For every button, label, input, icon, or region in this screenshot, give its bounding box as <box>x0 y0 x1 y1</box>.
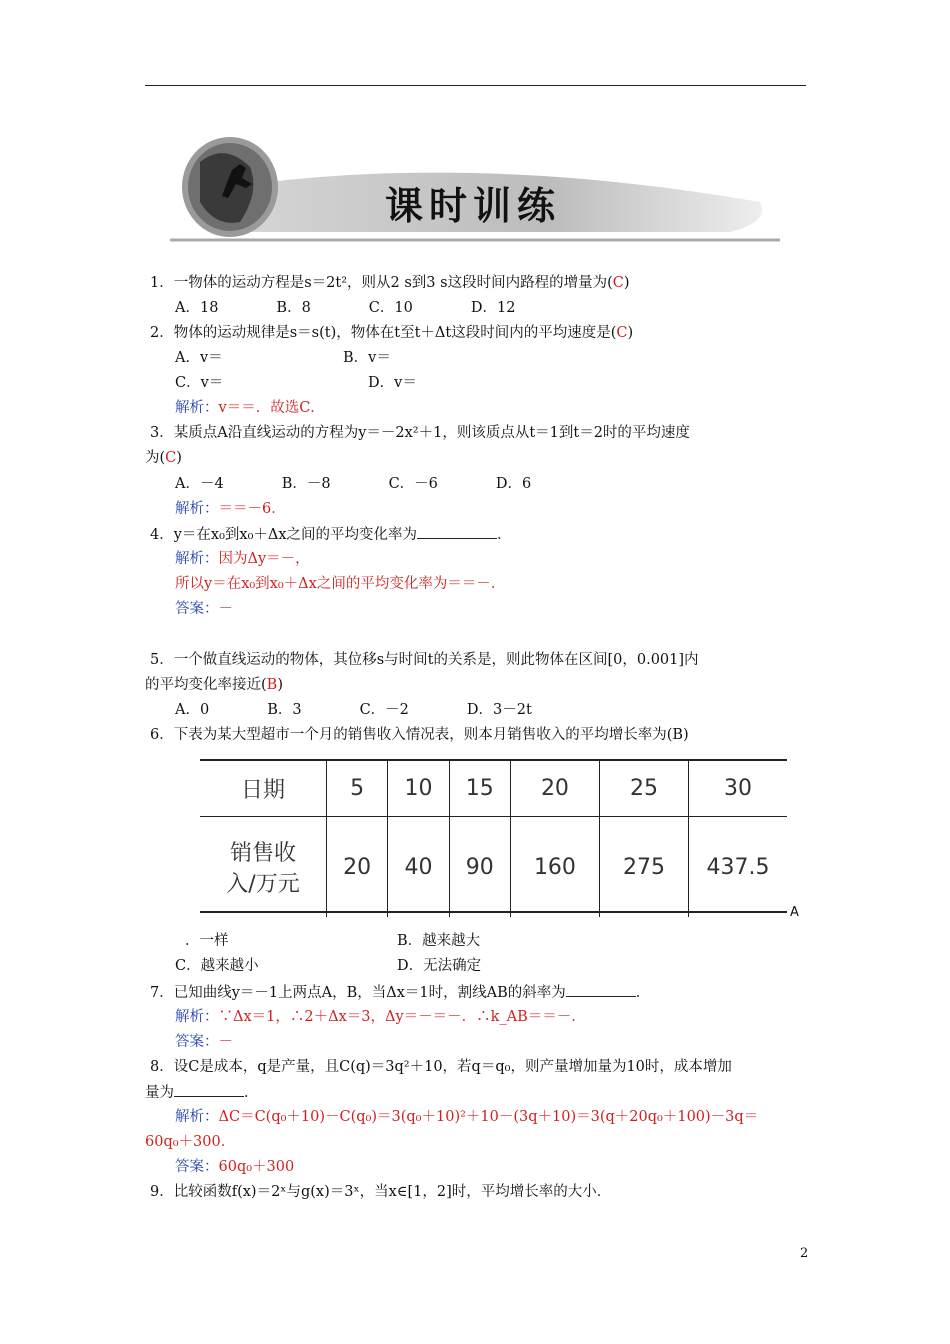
answer-blank[interactable] <box>566 982 636 997</box>
question-6-option-c: C．越来越小 <box>175 958 259 974</box>
table-day: 20 <box>510 760 599 817</box>
question-7: 7．已知曲线y＝－1上两点A，B，当Δx＝1时，割线AB的斜率为 ． <box>150 982 650 1003</box>
question-8-answer: 答案：60q₀＋300 <box>175 1159 295 1175</box>
table-value: 160 <box>510 817 599 918</box>
table-row <box>200 760 787 817</box>
question-8-line-2: 量为 ． <box>145 1082 259 1103</box>
question-8-solution-1: 解析：ΔC＝C(q₀＋10)－C(q₀)＝3(q₀＋10)²＋10－(3q＋10)＝3(q＋20q₀＋100)－3q＝ <box>175 1109 759 1125</box>
question-5-line-1: 5．一个做直线运动的物体，其位移s与时间t的关系是，则此物体在区间[0，0.001]内 <box>150 652 699 668</box>
question-7-answer: 答案：－ <box>175 1034 233 1050</box>
question-6-option-d: D．无法确定 <box>397 958 482 974</box>
question-4-solution-2: 所以y＝在x₀到x₀＋Δx之间的平均变化率为＝＝－． <box>175 576 506 592</box>
question-2-option-c: C．v＝ <box>175 375 224 391</box>
table-day: 15 <box>449 760 510 817</box>
question-3-line-1: 3．某质点A沿直线运动的方程为y＝－2x²＋1，则该质点从t＝1到t＝2时的平均速度 <box>150 425 690 441</box>
page-number: 2 <box>800 1246 809 1261</box>
header-rule <box>145 85 806 86</box>
question-5-line-2: 的平均变化率接近(B) <box>145 677 283 693</box>
question-6: 6．下表为某大型超市一个月的销售收入情况表，则本月销售收入的平均增长率为(B) <box>150 727 689 743</box>
option-a-marker: A <box>790 905 799 920</box>
banner-title: 课时训练 <box>385 183 562 228</box>
question-2-option-a: A．v＝ <box>175 350 223 366</box>
table-value: 275 <box>599 817 688 918</box>
question-4-answer: 答案：－ <box>175 601 233 617</box>
question-1-options: A．18 B．8 C．10 D．12 <box>175 300 516 316</box>
table-day: 25 <box>599 760 688 817</box>
question-2-solution: 解析：v＝＝．故选C． <box>175 400 325 416</box>
question-4: 4．y＝在x₀到x₀＋Δx之间的平均变化率为 ． <box>150 524 512 545</box>
question-2-option-d: D．v＝ <box>368 375 417 391</box>
table-row-label: 销售收 入/万元 <box>226 841 300 897</box>
question-3-options: A．－4 B．－8 C．－6 D．6 <box>175 476 532 492</box>
answer-blank[interactable] <box>417 524 497 539</box>
table-bottom-rule <box>200 911 787 913</box>
table-row <box>200 817 787 918</box>
table-value: 437.5 <box>689 817 788 918</box>
table-value: 20 <box>327 817 388 918</box>
table-value: 40 <box>388 817 449 918</box>
question-2-option-b: B．v＝ <box>343 350 391 366</box>
question-8-line-1: 8．设C是成本，q是产量，且C(q)＝3q²＋10，若q＝q₀，则产量增加量为10时，成本增加 <box>150 1059 732 1075</box>
table-day: 10 <box>388 760 449 817</box>
question-1: 1．一物体的运动方程是s＝2t²，则从2 s到3 s这段时间内路程的增量为(C) <box>150 275 630 291</box>
table-day: 5 <box>327 760 388 817</box>
question-6-option-a: ．一样 <box>185 933 229 949</box>
question-3-solution: 解析：＝＝－6． <box>175 501 286 517</box>
sales-table <box>200 760 787 917</box>
question-9: 9．比较函数f(x)＝2ˣ与g(x)＝3ˣ，当x∈[1，2]时，平均增长率的大小． <box>150 1184 612 1200</box>
table-value: 90 <box>449 817 510 918</box>
answer-blank[interactable] <box>174 1082 244 1097</box>
question-7-solution: 解析：∵Δx＝1，∴2＋Δx＝3，Δy＝－＝－．∴k_AB＝＝－． <box>175 1009 586 1025</box>
question-3-line-2: 为(C) <box>145 450 182 466</box>
question-8-solution-2: 60q₀＋300． <box>145 1134 236 1150</box>
table-header-label: 日期 <box>200 760 327 817</box>
question-4-solution-1: 解析：因为Δy＝－， <box>175 551 310 567</box>
table-day: 30 <box>689 760 788 817</box>
question-2: 2．物体的运动规律是s＝s(t)，物体在t至t＋Δt这段时间内的平均速度是(C) <box>150 325 634 341</box>
question-6-option-b: B．越来越大 <box>397 933 481 949</box>
question-5-options: A．0 B．3 C．－2 D．3－2t <box>175 702 532 718</box>
